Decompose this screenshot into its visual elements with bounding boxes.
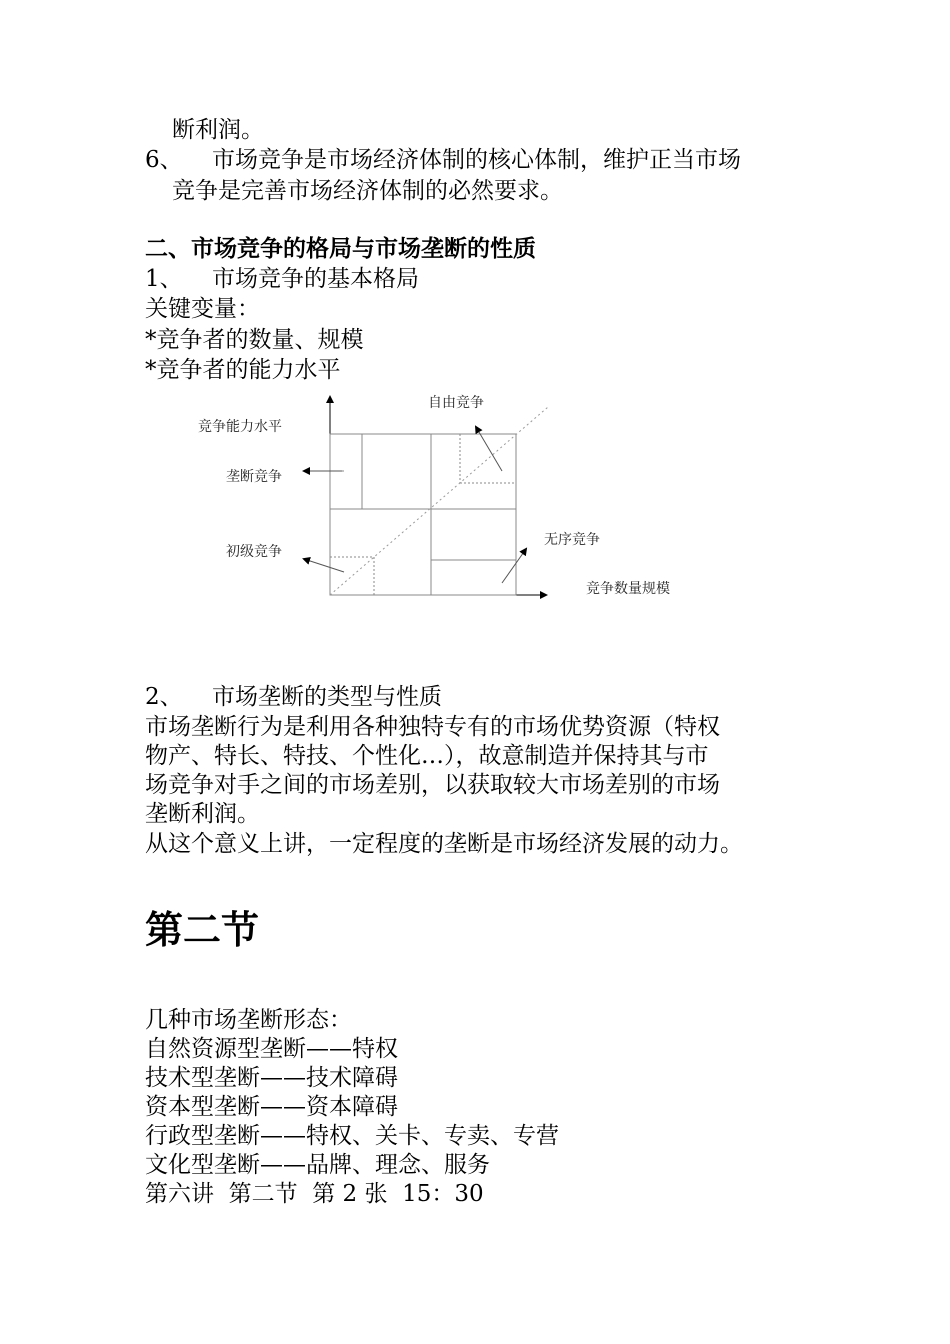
form-item-2: 技术型垄断——技术障碍 (145, 1065, 398, 1091)
item-1-line (145, 264, 419, 294)
disorder-arrow (502, 549, 526, 583)
continued-line: 断利润。 (172, 117, 264, 143)
y-axis-label: 竞争能力水平 (198, 419, 282, 435)
competition-diagram (190, 385, 710, 615)
para-2: 从这个意义上讲，一定程度的垄断是市场经济发展的动力。 (145, 831, 743, 857)
form-item-1: 自然资源型垄断——特权 (145, 1036, 398, 1062)
footer-line: 第六讲 第二节 第 2 张 15：30 (145, 1181, 484, 1207)
para-1-line-2: 物产、特长、特技、个性化…），故意制造并保持其与市 (145, 743, 709, 769)
item-2-number: 2、 (145, 684, 183, 710)
para-1-line-1: 市场垄断行为是利用各种独特专有的市场优势资源（特权 (145, 714, 720, 740)
item-6-text-1: 市场竞争是市场经济体制的核心体制，维护正当市场 (212, 147, 741, 173)
form-item-4: 行政型垄断——特权、关卡、专卖、专营 (145, 1123, 559, 1149)
key-vars-label: 关键变量： (145, 296, 260, 322)
var-2: *竞争者的能力水平 (145, 357, 341, 383)
free-competition-label: 自由竞争 (428, 395, 484, 411)
disorder-competition-label: 无序竞争 (544, 532, 600, 548)
item-2-line (145, 682, 442, 712)
form-item-5: 文化型垄断——品牌、理念、服务 (145, 1152, 490, 1178)
item-1-title: 市场竞争的基本格局 (212, 266, 419, 292)
item-6-line-2: 竞争是完善市场经济体制的必然要求。 (172, 178, 563, 204)
para-1-line-3: 场竞争对手之间的市场差别，以获取较大市场差别的市场 (145, 772, 720, 798)
forms-intro: 几种市场垄断形态： (145, 1007, 352, 1033)
var-1: *竞争者的数量、规模 (145, 327, 364, 353)
section-heading: 二、市场竞争的格局与市场垄断的性质 (145, 235, 536, 262)
primary-arrow (304, 559, 344, 572)
section-title: 第二节 (145, 907, 260, 952)
form-item-3: 资本型垄断——资本障碍 (145, 1094, 398, 1120)
monopoly-competition-label: 垄断竞争 (226, 469, 282, 485)
item-1-number: 1、 (145, 266, 183, 292)
primary-competition-label: 初级竞争 (226, 544, 282, 560)
item-2-title: 市场垄断的类型与性质 (212, 684, 442, 710)
diagonal-line (330, 407, 548, 595)
x-axis-label: 竞争数量规模 (586, 581, 670, 597)
para-1-line-4: 垄断利润。 (145, 801, 260, 827)
item-6-number: 6、 (145, 147, 183, 173)
item-6-line-1 (145, 145, 741, 175)
